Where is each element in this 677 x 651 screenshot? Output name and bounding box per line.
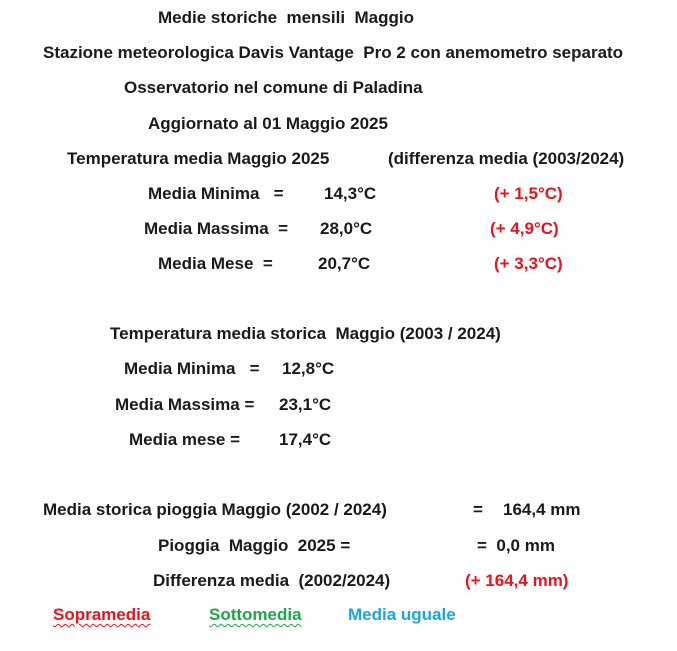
current-month-value: 20,7°C — [318, 254, 371, 273]
legend-above: Sopramedia — [53, 605, 151, 624]
historical-min-label: Media Minima = — [124, 359, 260, 378]
historical-min-value: 12,8°C — [282, 359, 335, 378]
historical-max-value: 23,1°C — [279, 395, 332, 414]
current-month-label: Media Mese = — [158, 254, 273, 273]
current-heading-diff: (differenza media (2003/2024) — [388, 149, 625, 168]
current-min-value: 14,3°C — [324, 184, 377, 203]
current-month-diff: (+ 3,3°C) — [494, 254, 563, 273]
current-min-label: Media Minima = — [148, 184, 284, 203]
current-heading: Temperatura media Maggio 2025 — [67, 149, 330, 168]
current-max-label: Media Massima = — [144, 219, 289, 238]
station-line: Stazione meteorologica Davis Vantage Pro 2 con anemometro separato — [43, 43, 624, 62]
current-min-diff: (+ 1,5°C) — [494, 184, 563, 203]
current-max-diff: (+ 4,9°C) — [490, 219, 559, 238]
rain-current-value: = 0,0 mm — [477, 536, 555, 555]
legend-equal: Media uguale — [348, 605, 456, 624]
current-max-value: 28,0°C — [320, 219, 373, 238]
rain-diff-label: Differenza media (2002/2024) — [153, 571, 391, 590]
historical-heading: Temperatura media storica Maggio (2003 / 2024) — [110, 324, 501, 343]
rain-historical-eq: = — [473, 500, 483, 519]
updated-line: Aggiornato al 01 Maggio 2025 — [148, 114, 388, 133]
rain-diff-value: (+ 164,4 mm) — [465, 571, 569, 590]
historical-month-label: Media mese = — [129, 430, 241, 449]
legend-below: Sottomedia — [209, 605, 302, 624]
rain-current-label: Pioggia Maggio 2025 = — [158, 536, 351, 555]
historical-month-value: 17,4°C — [279, 430, 332, 449]
page-title: Medie storiche mensili Maggio — [158, 8, 414, 27]
observatory-line: Osservatorio nel comune di Paladina — [124, 78, 423, 97]
rain-historical-value: 164,4 mm — [503, 500, 581, 519]
rain-historical-label: Media storica pioggia Maggio (2002 / 2024) — [43, 500, 387, 519]
historical-max-label: Media Massima = — [115, 395, 255, 414]
